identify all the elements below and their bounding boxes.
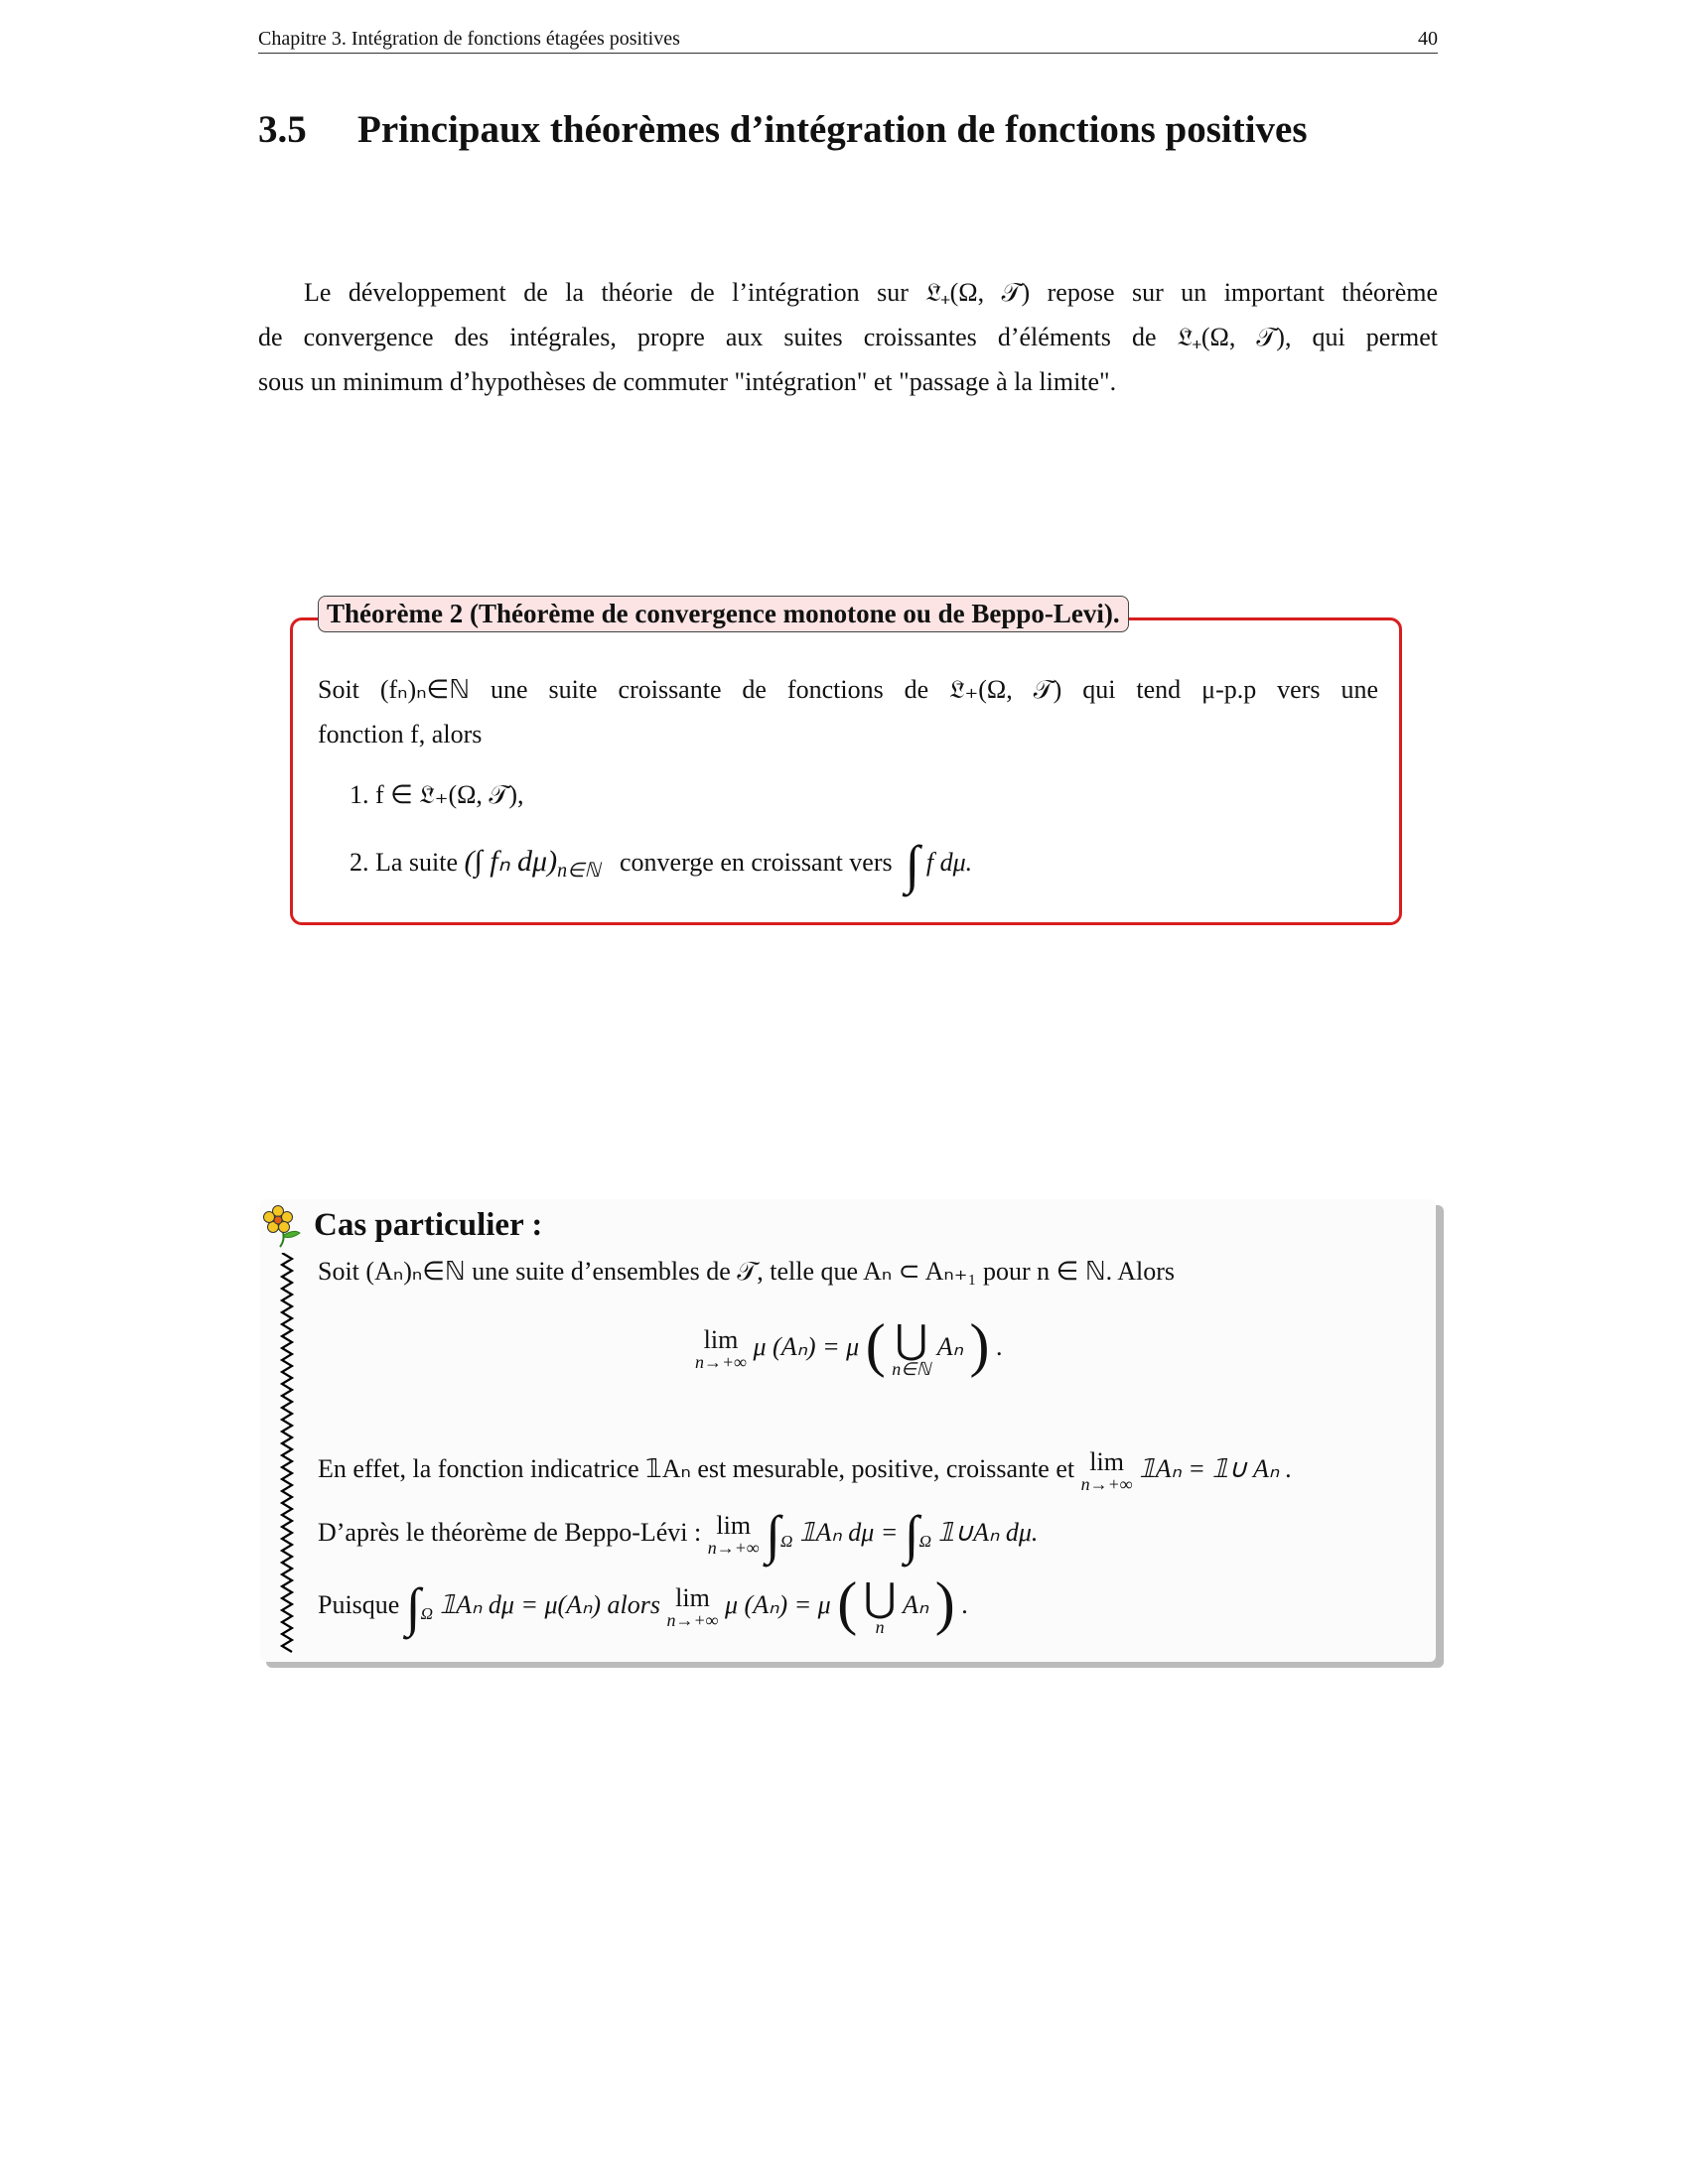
running-header-title: Chapitre 3. Intégration de fonctions étagées positives bbox=[258, 28, 680, 50]
special-case-line-2 bbox=[318, 1449, 1292, 1493]
equation-rhs: Aₙ bbox=[936, 1331, 964, 1361]
limit-label-3: lim bbox=[716, 1511, 752, 1540]
left-paren-icon: ( bbox=[837, 1570, 858, 1636]
theorem-item-1: 1. f ∈ 𝔏̄₊(Ω, 𝒯), bbox=[350, 780, 524, 809]
theorem-title: Théorème 2 (Théorème de convergence monotone ou de Beppo-Levi). bbox=[318, 596, 1129, 632]
limit-label-4: lim bbox=[675, 1583, 710, 1612]
section-title: Principaux théorèmes d’intégration de fonctions positives bbox=[357, 108, 1308, 151]
page-number: 40 bbox=[1418, 28, 1438, 50]
special-case-line-1: Soit (Aₙ)ₙ∈ℕ une suite d’ensembles de 𝒯, telle que Aₙ ⊂ Aₙ₊₁ pour n ∈ ℕ. Alors bbox=[318, 1257, 1175, 1286]
line-2-expr: 𝟙Aₙ = 𝟙∪ Aₙ . bbox=[1139, 1453, 1293, 1483]
theorem-item-2-middle: converge en croissant vers bbox=[620, 848, 893, 877]
theorem-line-1: Soit (fₙ)ₙ∈ℕ une suite croissante de fonctions de 𝔏̄₊(Ω, 𝒯) qui tend μ-p.p vers une bbox=[318, 675, 1378, 704]
line-4-rhs: Aₙ bbox=[903, 1589, 929, 1619]
union-operator bbox=[892, 1317, 931, 1379]
special-case-line-4: Puisque $\int_\Omega$ 𝟙Aₙ dμ = μ(Aₙ) alors lim n→+∞ μ (Aₙ) = μ ( ⋃ n Aₙ ) . bbox=[318, 1570, 968, 1637]
line-3-expr-2: 𝟙∪Aₙ dμ. bbox=[937, 1517, 1039, 1547]
section-number: 3.5 bbox=[258, 108, 307, 151]
limit-operator-3 bbox=[708, 1513, 760, 1557]
limit-operator bbox=[695, 1327, 747, 1371]
integral-sign-icon: ∫ bbox=[766, 1504, 781, 1565]
special-case-line-3 bbox=[318, 1504, 1039, 1565]
omega-subscript: Ω bbox=[420, 1604, 434, 1624]
limit-subscript-2: n→+∞ bbox=[1080, 1474, 1133, 1494]
omega-subscript: Ω bbox=[780, 1532, 793, 1552]
intro-line-1: Le développement de la théorie de l’intégration sur 𝔏̄₊(Ω, 𝒯) repose sur un important théorème bbox=[304, 278, 1438, 307]
right-paren-icon: ) bbox=[969, 1311, 990, 1378]
limit-subscript: n→+∞ bbox=[695, 1352, 747, 1372]
theorem-item-2-end: f dμ. bbox=[925, 848, 973, 877]
theorem-item-2 bbox=[350, 835, 973, 894]
union-subscript: n∈ℕ bbox=[892, 1359, 931, 1379]
union-icon: ⋃ bbox=[863, 1575, 897, 1620]
line-4-expr-2: μ (Aₙ) = μ bbox=[725, 1589, 831, 1619]
equation-lhs: μ (Aₙ) = μ bbox=[753, 1331, 860, 1361]
line-4-expr-1: 𝟙Aₙ dμ = μ(Aₙ) alors bbox=[439, 1589, 661, 1619]
limit-subscript-4: n→+∞ bbox=[666, 1610, 719, 1630]
integral-sign-icon: ∫ bbox=[405, 1576, 421, 1637]
theorem-item-2-expr: (∫ fₙ dμ) bbox=[464, 845, 558, 878]
intro-line-2: de convergence des intégrales, propre aux suites croissantes d’éléments de 𝔏̄₊(Ω, 𝒯), qui permet bbox=[258, 323, 1438, 351]
flower-icon bbox=[260, 1203, 306, 1249]
integral-sign-icon: ∫ bbox=[904, 1504, 919, 1565]
union-operator-2 bbox=[863, 1575, 897, 1637]
limit-operator-2 bbox=[1081, 1449, 1133, 1493]
limit-label: lim bbox=[703, 1325, 739, 1354]
theorem-statement bbox=[318, 667, 1378, 756]
theorem-box bbox=[290, 617, 1402, 925]
section-heading bbox=[258, 107, 1308, 152]
limit-label-2: lim bbox=[1089, 1447, 1124, 1476]
line-3-expr-1: 𝟙Aₙ dμ = bbox=[798, 1517, 899, 1547]
line-3-text: D’après le théorème de Beppo-Lévi : bbox=[318, 1517, 702, 1547]
header-rule bbox=[258, 53, 1438, 54]
theorem-item-2-prefix: 2. La suite bbox=[350, 848, 459, 877]
theorem-line-2: fonction f, alors bbox=[318, 720, 483, 749]
right-paren-icon: ) bbox=[934, 1570, 955, 1636]
intro-paragraph bbox=[258, 270, 1438, 404]
limit-operator-4 bbox=[667, 1585, 719, 1629]
limit-subscript-3: n→+∞ bbox=[707, 1538, 760, 1558]
left-paren-icon: ( bbox=[865, 1311, 886, 1378]
line-2-text: En effet, la fonction indicatrice 𝟙Aₙ est mesurable, positive, croissante et bbox=[318, 1453, 1075, 1483]
integral-sign-icon: ∫ bbox=[905, 835, 920, 894]
theorem-item-2-sub: n∈ℕ bbox=[557, 860, 601, 883]
intro-line-3: sous un minimum d’hypothèses de commuter "intégration" et "passage à la limite". bbox=[258, 367, 1117, 396]
line-4-text: Puisque bbox=[318, 1589, 400, 1619]
special-case-equation: lim n→+∞ μ (Aₙ) = μ ( ⋃ n∈ℕ Aₙ ) . bbox=[695, 1311, 1003, 1379]
omega-subscript: Ω bbox=[918, 1532, 932, 1552]
zigzag-border-icon bbox=[276, 1253, 298, 1654]
union-subscript-2: n bbox=[875, 1617, 885, 1637]
union-icon: ⋃ bbox=[895, 1317, 928, 1362]
special-case-title: Cas particulier : bbox=[314, 1207, 543, 1243]
